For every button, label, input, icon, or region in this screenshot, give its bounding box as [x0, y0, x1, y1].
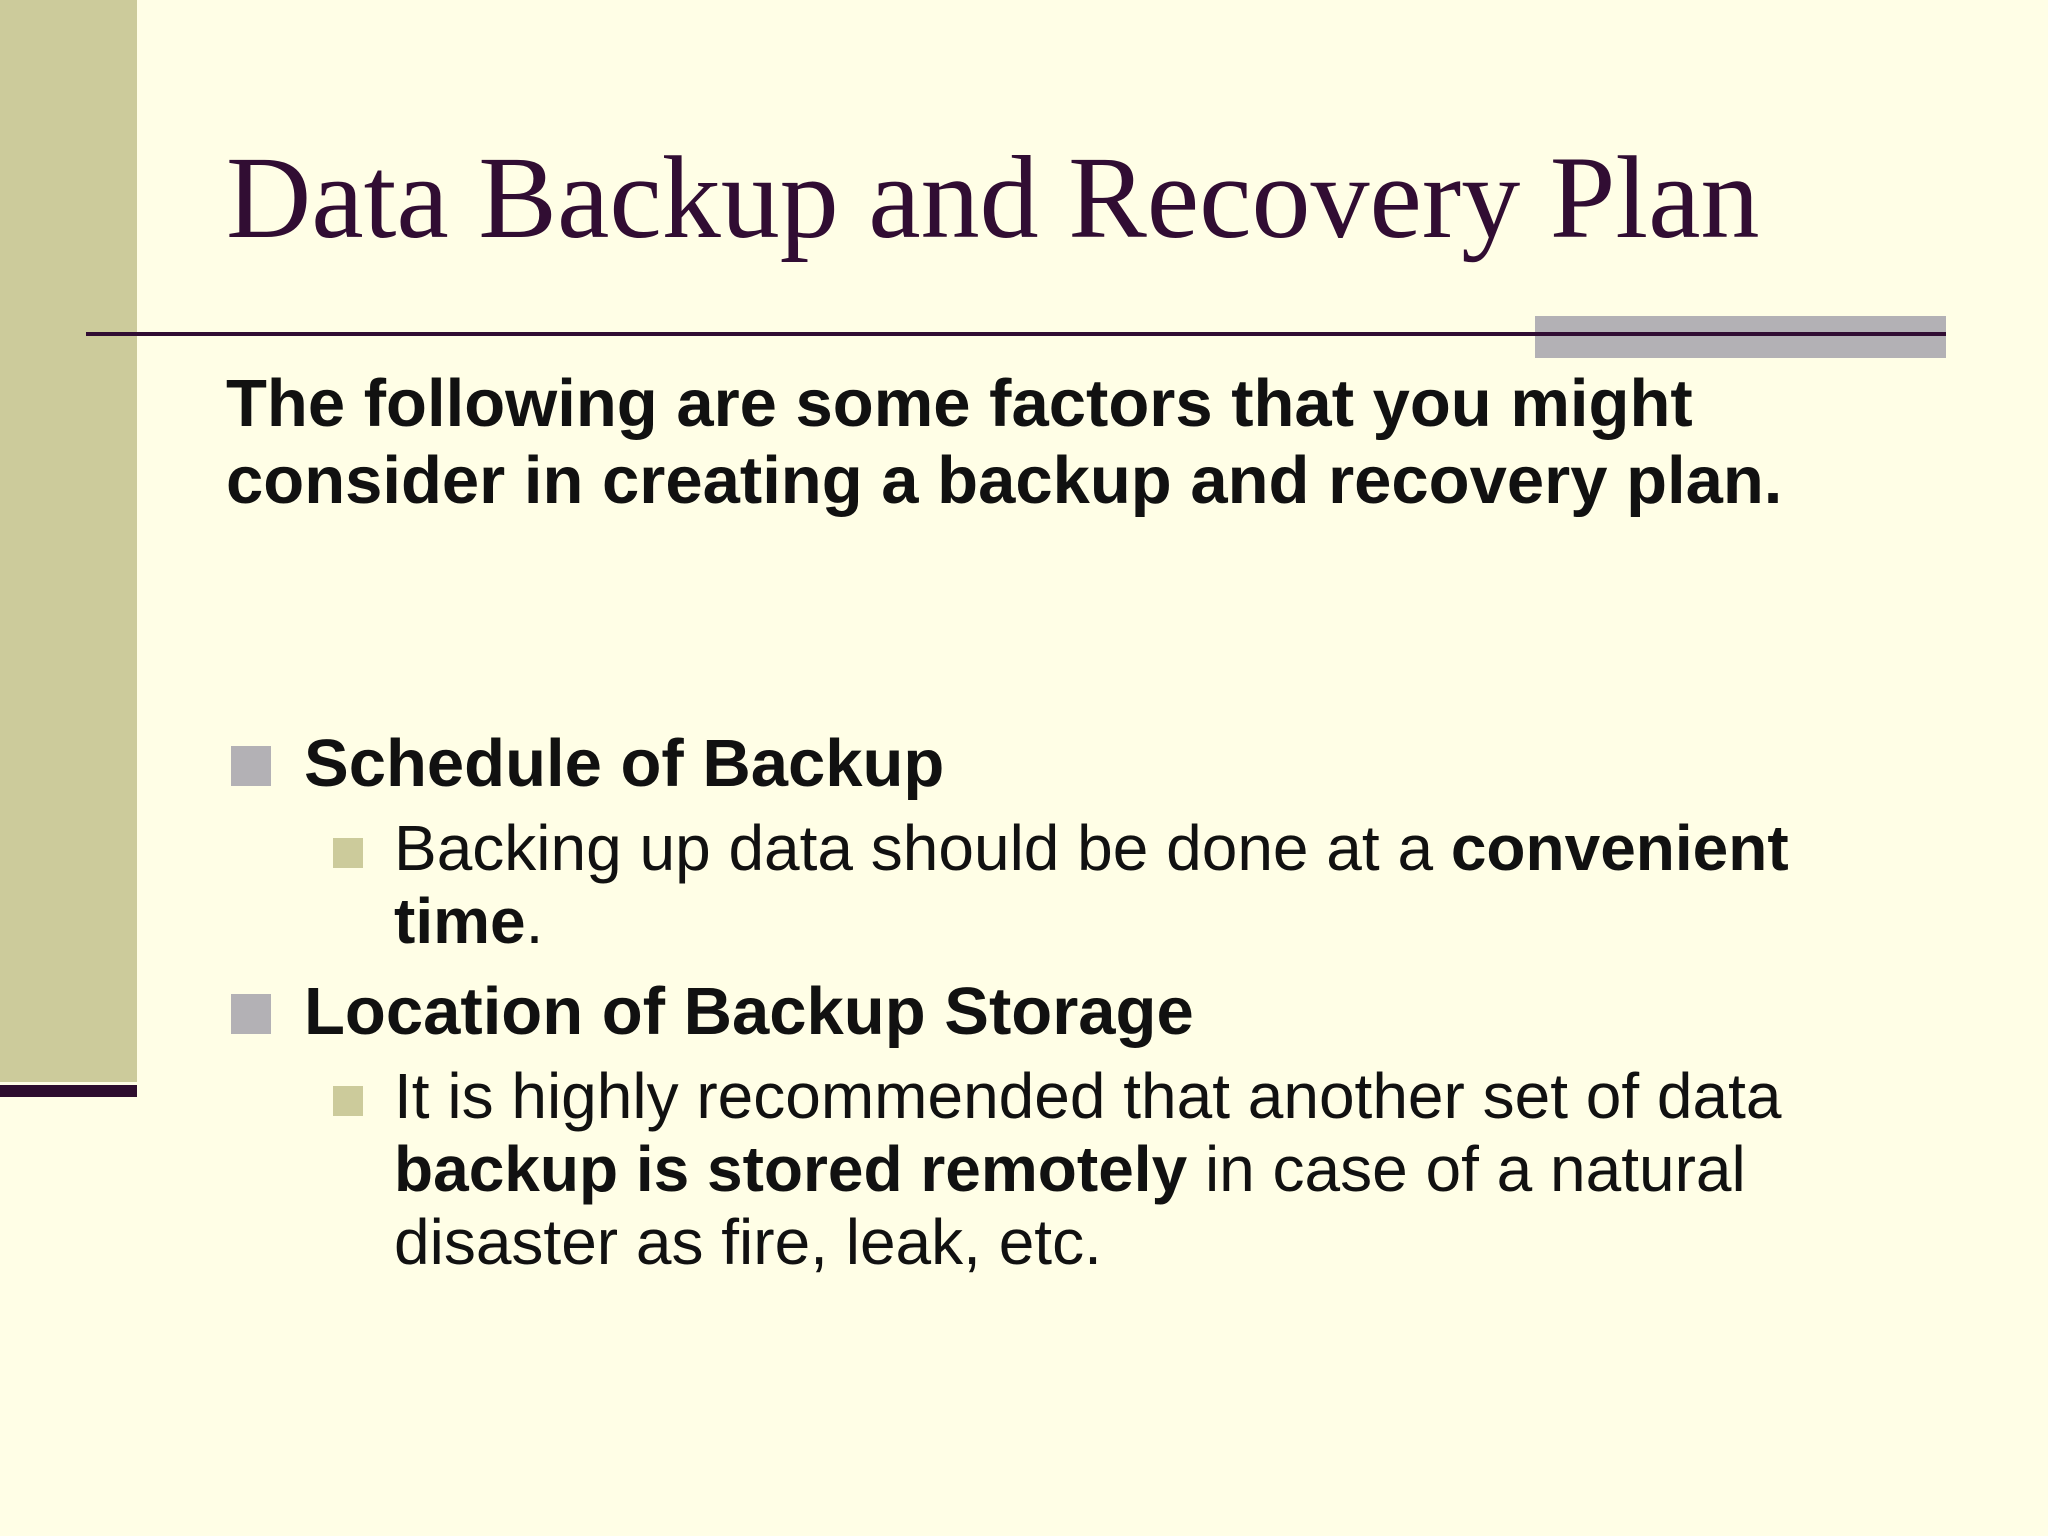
bullet-heading: Schedule of Backup	[304, 726, 945, 801]
square-sub-bullet-icon	[333, 838, 363, 868]
square-bullet-icon	[231, 746, 271, 786]
left-sidebar-decoration	[0, 0, 137, 1082]
sub-bullet-text-end: .	[525, 885, 544, 957]
bullet-heading: Location of Backup Storage	[304, 974, 1194, 1049]
sub-bullet-text: It is highly recommended that another set of data	[394, 1060, 1782, 1132]
bullet-list	[226, 718, 1946, 1287]
sub-bullet-emphasis: convenient time	[394, 812, 1789, 957]
bullet-item-schedule	[226, 718, 1946, 958]
left-sidebar-base-line	[0, 1085, 137, 1097]
sub-bullet-text: Backing up data should be done at a	[394, 812, 1451, 884]
slide-title: Data Backup and Recovery Plan	[226, 132, 1760, 263]
sub-bullet-emphasis: backup is stored remotely	[394, 1133, 1188, 1205]
bullet-item-location	[226, 966, 1946, 1279]
title-accent-line	[1535, 332, 1946, 336]
title-accent-bar	[1535, 316, 1946, 358]
square-sub-bullet-icon	[333, 1086, 363, 1116]
sub-bullet-item	[226, 1060, 1946, 1279]
sub-bullet-item	[226, 812, 1946, 958]
intro-paragraph: The following are some factors that you might consider in creating a backup and recovery plan.	[226, 366, 1783, 518]
sub-bullet-text-end: in case of a natural disaster as fire, leak, etc.	[394, 1133, 1746, 1278]
square-bullet-icon	[231, 994, 271, 1034]
